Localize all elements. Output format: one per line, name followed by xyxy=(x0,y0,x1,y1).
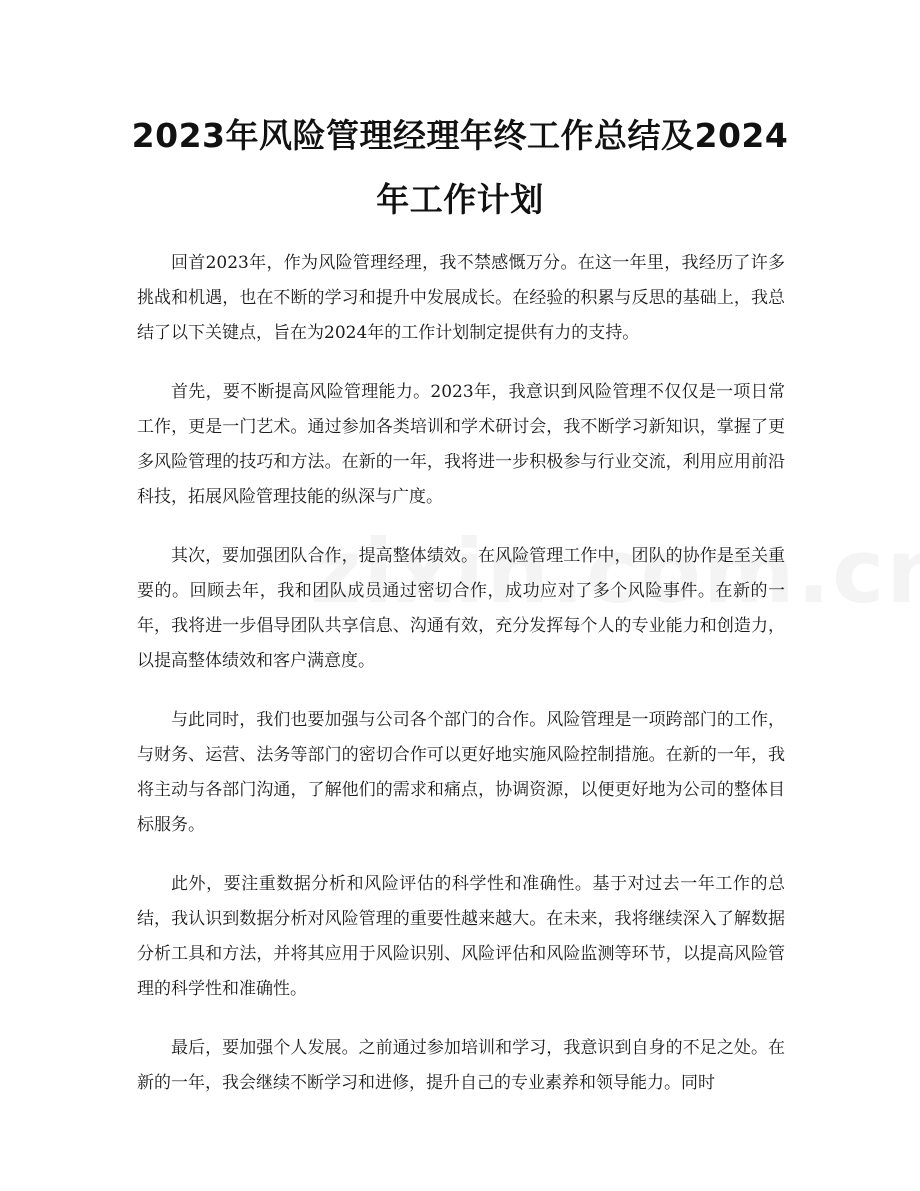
paragraph-teamwork: 其次，要加强团队合作，提高整体绩效。在风险管理工作中，团队的协作是至关重要的。回顾去年，我和团队成员通过密切合作，成功应对了多个风险事件。在新的一年，我将进一步倡导团队共享信息、沟通有效，充分发挥每个人的专业能力和创造力，以提高整体绩效和客户满意度。 xyxy=(137,546,785,671)
document-title: 2023年风险管理经理年终工作总结及2024年工作计划 xyxy=(131,116,789,219)
paragraph-department-cooperation: 与此同时，我们也要加强与公司各个部门的合作。风险管理是一项跨部门的工作，与财务、运营、法务等部门的密切合作可以更好地实施风险控制措施。在新的一年，我将主动与各部门沟通，了解他们的需求和痛点，协调资源，以便更好地为公司的整体目标服务。 xyxy=(137,710,785,835)
document-body xyxy=(137,246,785,1125)
paragraph-risk-capability: 首先，要不断提高风险管理能力。2023年，我意识到风险管理不仅仅是一项日常工作，更是一门艺术。通过参加各类培训和学术研讨会，我不断学习新知识，掌握了更多风险管理的技巧和方法。在新的一年，我将进一步积极参与行业交流，利用应用前沿科技，拓展风险管理技能的纵深与广度。 xyxy=(137,382,785,507)
paragraph-personal-development: 最后，要加强个人发展。之前通过参加培训和学习，我意识到自身的不足之处。在新的一年，我会继续不断学习和进修，提升自己的专业素养和领导能力。同时 xyxy=(137,1038,785,1093)
paragraph-data-analysis: 此外，要注重数据分析和风险评估的科学性和准确性。基于对过去一年工作的总结，我认识到数据分析对风险管理的重要性越来越大。在未来，我将继续深入了解数据分析工具和方法，并将其应用于风险识别、风险评估和风险监测等环节，以提高风险管理的科学性和准确性。 xyxy=(137,874,785,999)
paragraph-intro: 回首2023年，作为风险管理经理，我不禁感慨万分。在这一年里，我经历了许多挑战和机遇，也在不断的学习和提升中发展成长。在经验的积累与反思的基础上，我总结了以下关键点，旨在为2024年的工作计划制定提供有力的支持。 xyxy=(137,253,785,343)
